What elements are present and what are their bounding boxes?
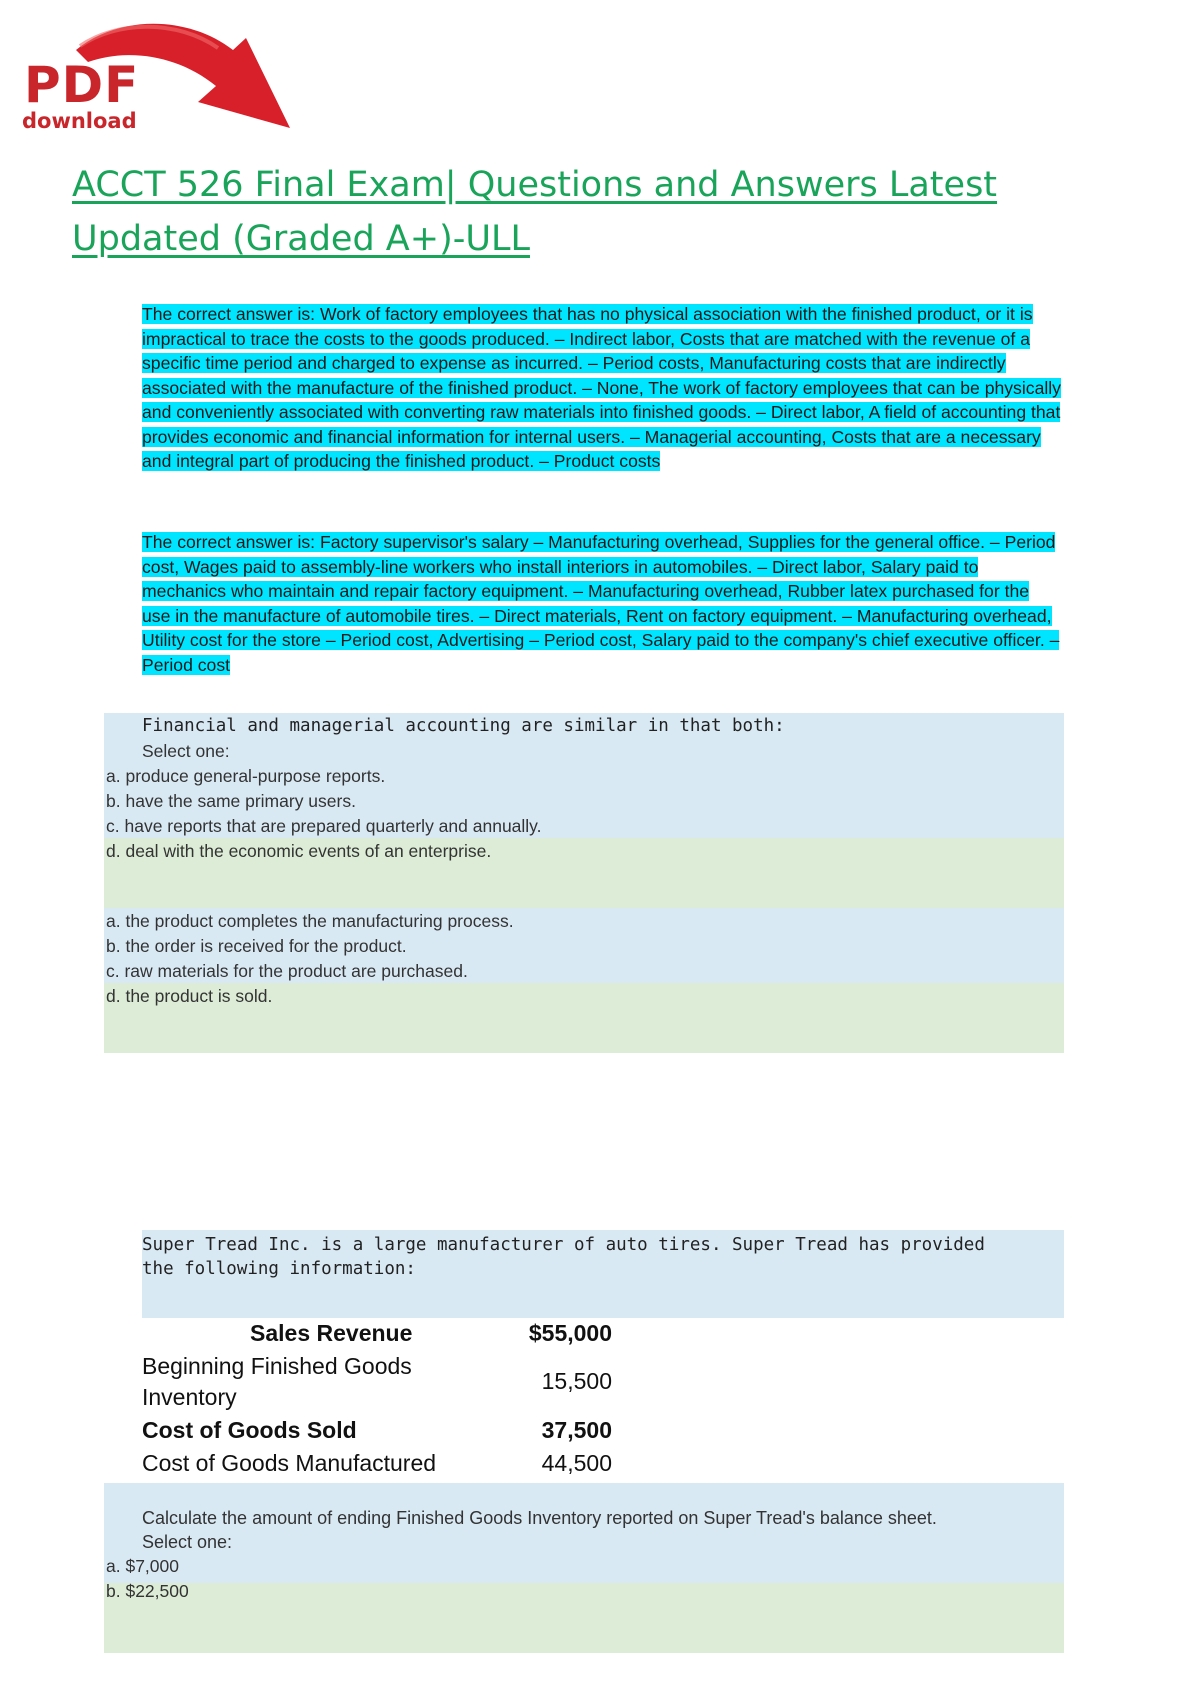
question1-option-d[interactable]: d. deal with the economic events of an enterprise. xyxy=(106,841,492,861)
question3-option-a[interactable]: a. $7,000 xyxy=(106,1556,179,1576)
table-value-cogm: 44,500 xyxy=(541,1450,612,1476)
question1-option-a[interactable]: a. produce general-purpose reports. xyxy=(106,766,386,786)
question1-stem: Financial and managerial accounting are similar in that both: xyxy=(142,716,785,736)
table-value-sales-revenue: $55,000 xyxy=(528,1320,612,1346)
question2-option-a[interactable]: a. the product completes the manufacturing process. xyxy=(106,911,514,931)
question1-select-label: Select one: xyxy=(142,741,230,761)
question3-calc-text xyxy=(142,1506,1042,1554)
question3-option-b[interactable]: b. $22,500 xyxy=(106,1581,189,1601)
answer-text-1: The correct answer is: Work of factory employees that has no physical association with the finished product, or it is impractical to trace the costs to the goods produced. – Indirect labor, Costs that are matched with the revenue of a specific time period and charged to expense as incurred. – Period costs, Manufacturing costs that are indirectly associated with the manufacture of the finished product. – None, The work of factory employees that can be physically and conveniently associated with converting raw materials into finished goods. – Direct labor, A field of accounting that provides economic and financial information for internal users. – Managerial accounting, Costs that are a necessary and integral part of producing the finished product. – Product costs xyxy=(142,304,1061,471)
question3-band-green xyxy=(104,1583,1064,1653)
table-value-cogs: 37,500 xyxy=(541,1417,612,1443)
answer-block-1 xyxy=(142,302,1062,474)
table-value-beginning-fg: 15,500 xyxy=(541,1368,612,1394)
table-label-cogs: Cost of Goods Sold xyxy=(142,1417,357,1443)
question2-option-b[interactable]: b. the order is received for the product. xyxy=(106,936,407,956)
question2-option-c[interactable]: c. raw materials for the product are purchased. xyxy=(106,961,468,981)
page-title[interactable]: ACCT 526 Final Exam| Questions and Answers Latest Updated (Graded A+)-ULL xyxy=(72,165,998,259)
table-label-cogm: Cost of Goods Manufactured xyxy=(142,1450,437,1476)
question1-option-b[interactable]: b. have the same primary users. xyxy=(106,791,356,811)
question2-option-d[interactable]: d. the product is sold. xyxy=(106,986,273,1006)
question3-stem: Super Tread Inc. is a large manufacturer of auto tires. Super Tread has provided the following information: xyxy=(142,1235,985,1279)
logo-pdf-text: PDF xyxy=(24,56,140,114)
question3-select-label: Select one: xyxy=(142,1532,233,1552)
logo-download-text: download xyxy=(22,109,137,133)
table-label-sales-revenue: Sales Revenue xyxy=(250,1320,413,1346)
pdf-download-logo xyxy=(18,10,318,135)
table-label-beginning-fg: Beginning Finished Goods xyxy=(142,1353,412,1379)
question3-question: Calculate the amount of ending Finished Goods Inventory reported on Super Tread's balance sheet. xyxy=(142,1508,937,1528)
table-label-beginning-fg-line2: Inventory xyxy=(142,1384,237,1410)
answer-text-2: The correct answer is: Factory supervisor's salary – Manufacturing overhead, Supplies for the general office. – Period cost, Wages paid to assembly-line workers who install interiors in automobiles. – Direct labor, Salary paid to mechanics who maintain and repair factory equipment. – Manufacturing overhead, Rubber latex purchased for the use in the manufacture of automobile tires. – Direct materials, Rent on factory equipment. – Manufacturing overhead, Utility cost for the store – Period cost, Advertising – Period cost, Salary paid to the company's chief executive officer. – Period cost xyxy=(142,532,1060,675)
answer-block-2 xyxy=(142,530,1062,677)
question1-option-c[interactable]: c. have reports that are prepared quarterly and annually. xyxy=(106,816,542,836)
